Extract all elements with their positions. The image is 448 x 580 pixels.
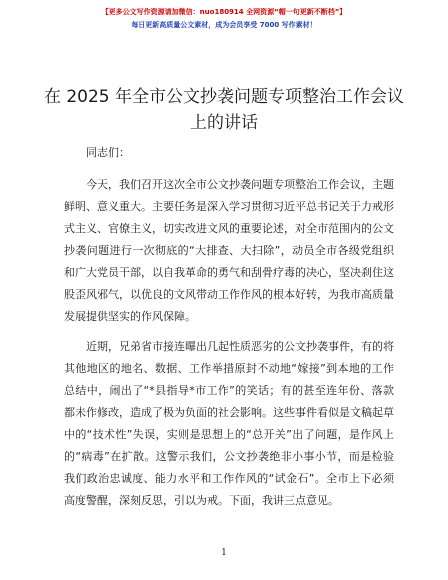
header-banner — [0, 6, 448, 32]
banner-line-1: 【更多公文写作资源请加微信：nuo180914 全网资源“帽一句更新不断档”】 — [101, 8, 347, 16]
page-number: 1 — [221, 548, 227, 558]
greeting: 同志们： — [86, 146, 130, 159]
banner-line-2: 每日更新高质量公文素材，成为会员享受 7000 写作素材！ — [131, 21, 317, 29]
paragraph-1: 今天，我们召开这次全市公文抄袭问题专项整治工作会议，主题鲜明、意义重大。主要任务是深入学习贯彻习近平总书记关于力戒形式主义、官僚主义，切实改进文风的重要论述，对全市范围内的公文抄袭问题进行一次彻底的“大排查、大扫除”，动员全市各级党组织和广大党员干部，以自我革命的勇气和刮骨疗毒的决心，坚决刹住这股歪风邪气，以优良的文风带动工作作风的根本好转，为我市高质量发展提供坚实的作风保障。 — [64, 178, 394, 323]
document-title: 在 2025 年全市公文抄袭问题专项整治工作会议上的讲话 — [43, 87, 405, 133]
paragraph-2: 近期，兄弟省市接连曝出几起性质恶劣的公文抄袭事件，有的将其他地区的地名、数据、工作举措原封不动地“嫁接”到本地的工作总结中，闹出了“*县指导*市工作”的笑话；有的甚至连年份、落款都未作修改，造成了极为负面的社会影响。这些事件看似是文稿起草中的“技术性”失误，实则是思想上的“总开关”出了问题，是作风上的“病毒”在扩散。这警示我们，公文抄袭绝非小事小节，而是检验我们政治忠诚度、能力水平和工作作风的“试金石”。全市上下必须高度警醒，深刻反思，引以为戒。下面，我讲三点意见。 — [64, 340, 394, 507]
document-body — [64, 142, 394, 520]
